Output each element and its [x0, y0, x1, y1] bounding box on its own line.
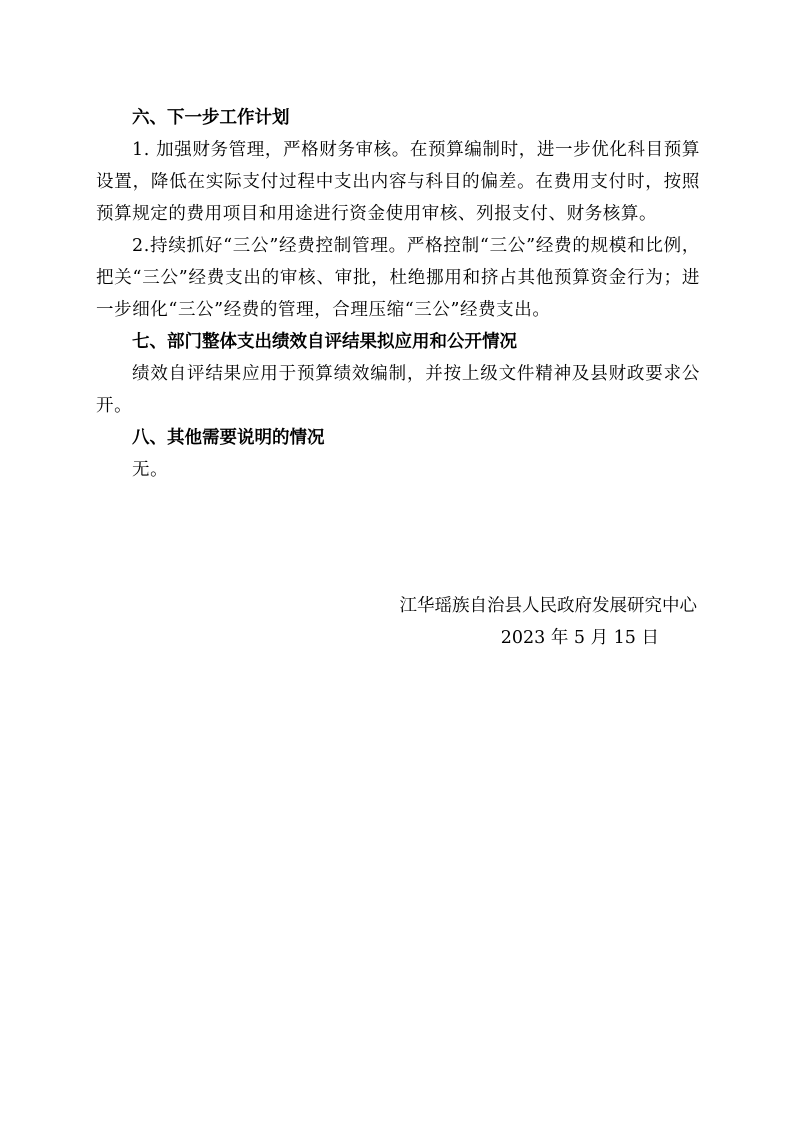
section-6-paragraph-1: 1. 加强财务管理，严格财务审核。在预算编制时，进一步优化科目预算设置，降低在实际支付过程中支出内容与科目的偏差。在费用支付时，按照预算规定的费用项目和用途进行资金使用审核、列报支付、财务核算。	[96, 140, 700, 224]
section-6-heading: 六、下一步工作计划	[132, 108, 290, 128]
section-8-heading: 八、其他需要说明的情况	[132, 428, 325, 448]
section-7-paragraph-1: 绩效自评结果应用于预算绩效编制，并按上级文件精神及县财政要求公开。	[96, 364, 700, 416]
signature-block	[400, 590, 698, 654]
section-8-paragraph-1: 无。	[132, 460, 169, 480]
section-7-heading: 七、部门整体支出绩效自评结果拟应用和公开情况	[132, 332, 517, 352]
document-body	[96, 102, 700, 486]
signature-organization: 江华瑶族自治县人民政府发展研究中心	[399, 596, 697, 616]
signature-date: 2023 年 5 月 15 日	[500, 628, 659, 648]
section-6-paragraph-2: 2.持续抓好“三公”经费控制管理。严格控制“三公”经费的规模和比例，把关“三公”经费支出的审核、审批，杜绝挪用和挤占其他预算资金行为；进一步细化“三公”经费的管理，合理压缩“三公”经费支出。	[96, 236, 700, 320]
